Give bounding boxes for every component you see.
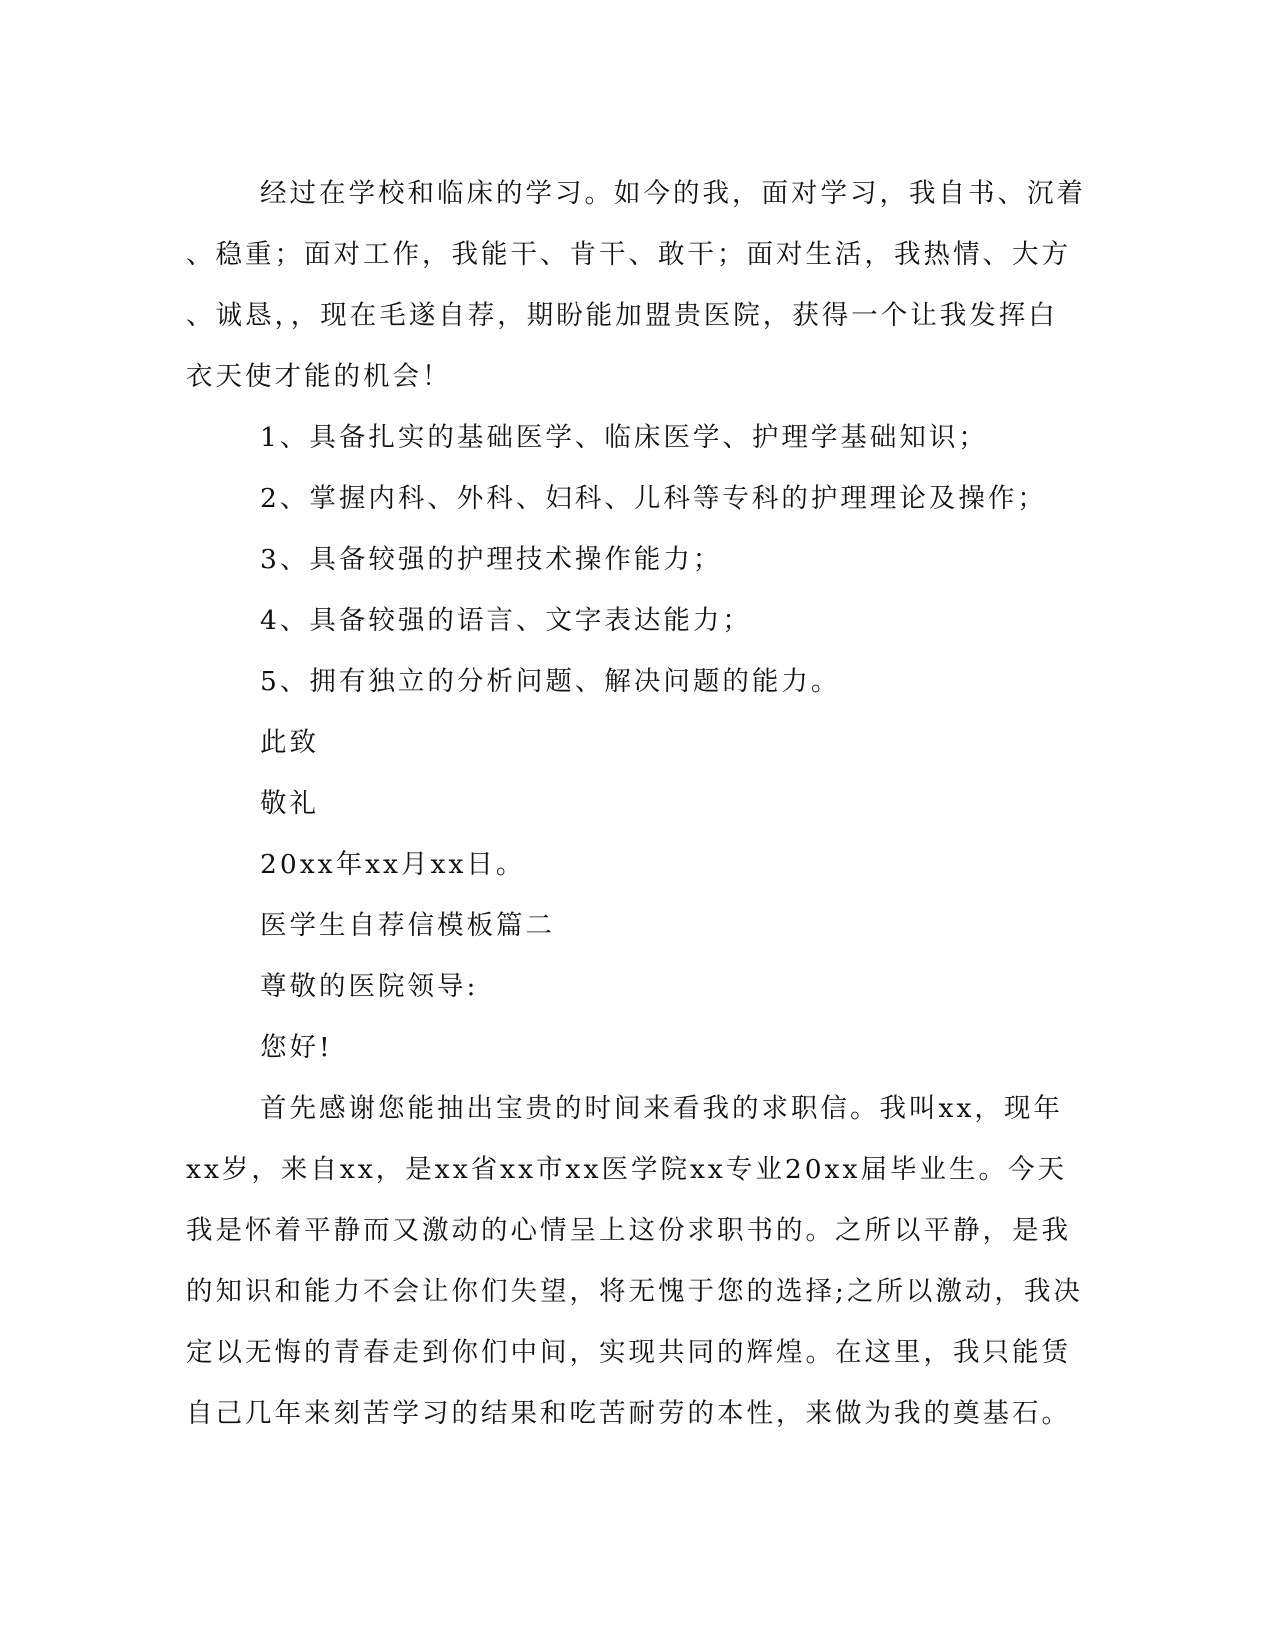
- paragraph-line: 我是怀着平静而又激动的心情呈上这份求职书的。之所以平静，是我: [186, 1215, 1071, 1246]
- paragraph-line: 经过在学校和临床的学习。如今的我，面对学习，我自书、沉着: [260, 178, 1086, 209]
- list-item: 2、掌握内科、外科、妇科、儿科等专科的护理理论及操作；: [260, 483, 1047, 514]
- letter-body: [186, 163, 1086, 1444]
- paragraph-line: 的知识和能力不会让你们失望，将无愧于您的选择;之所以激动，我决: [186, 1276, 1083, 1307]
- closing-line: 此致: [260, 727, 319, 758]
- list-item: 1、具备扎实的基础医学、临床医学、护理学基础知识；: [260, 422, 988, 453]
- list-item: 5、拥有独立的分析问题、解决问题的能力。: [260, 666, 841, 697]
- closing-line: 敬礼: [260, 788, 319, 819]
- paragraph-line: 、诚恳，，现在毛遂自荐，期盼能加盟贵医院，获得一个让我发挥白: [186, 300, 1058, 331]
- greeting: 您好!: [260, 1032, 333, 1063]
- paragraph-line: 、稳重；面对工作，我能干、肯干、敢干；面对生活，我热情、大方: [186, 239, 1071, 270]
- paragraph-line: 首先感谢您能抽出宝贵的时间来看我的求职信。我叫xx，现年: [260, 1093, 1063, 1124]
- paragraph-line: xx岁，来自xx，是xx省xx市xx医学院xx专业20xx届毕业生。今天: [186, 1154, 1067, 1185]
- letter-date: 20xx年xx月xx日。: [260, 849, 526, 880]
- list-item: 4、具备较强的语言、文字表达能力；: [260, 605, 752, 636]
- section-title: 医学生自荐信模板篇二: [260, 910, 555, 941]
- paragraph-line: 自己几年来刻苦学习的结果和吃苦耐劳的本性，来做为我的奠基石。: [186, 1398, 1071, 1429]
- paragraph-line: 衣天使才能的机会！: [186, 361, 452, 392]
- paragraph-line: 定以无悔的青春走到你们中间，实现共同的辉煌。在这里，我只能赁: [186, 1337, 1071, 1368]
- list-item: 3、具备较强的护理技术操作能力；: [260, 544, 723, 575]
- salutation: 尊敬的医院领导:: [260, 971, 479, 1002]
